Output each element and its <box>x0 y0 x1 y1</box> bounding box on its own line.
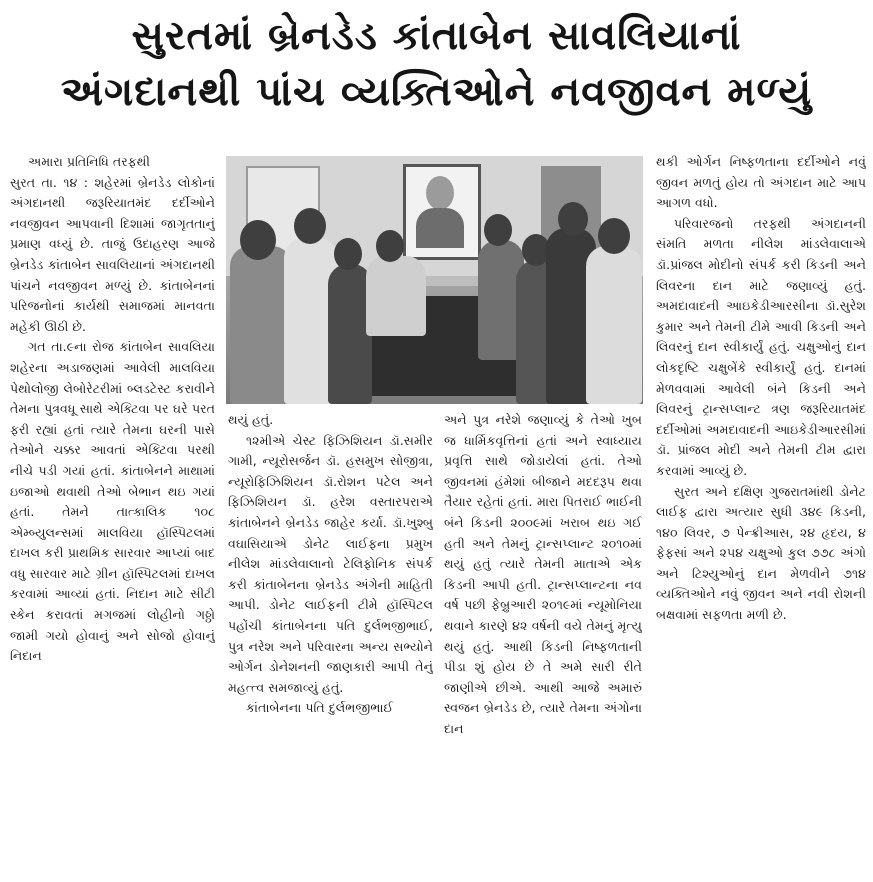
headline <box>0 8 873 120</box>
paragraph: કાંતાબેનના પતિ દુર્લભજીભાઈ <box>246 700 394 716</box>
paragraph: સુરત અને દક્ષિણ ગુજરાતમાંથી ડોનેટ લાઈફ દ્વારા અત્યાર સુધી ૩૪૯ કિડની, ૧૪૦ લિવર, ૭ પેન્ક્રીઆસ, ૨૪ હૃદય, ૪ ફેફસાં અને ૨૫૪ ચક્ષુઓ કુલ ૭૭૮ અંગો અને ટિશ્યુઓનું દાન મેળવીને ૭૧૪ વ્યક્તિઓને નવું જીવન અને નવી રોશની બક્ષવામાં સફળતા મળી છે. <box>656 483 866 623</box>
paragraph: ૧૨મીએ ચેસ્ટ ફિઝિશિયન ડૉ.સમીર ગામી, ન્યૂરોસર્જન ડૉ. હસમુખ સોજીત્રા, ન્યૂરોફિઝિશિયન ડૉ.રોશન પટેલ અને ફિઝિશિયન ડૉ. હરેશ વસ્તારપરાએ કાંતાબેનને બ્રેનડેડ જાહેર કર્યા. ડૉ.ખુશ્બુ વઘાસિયાએ ડોનેટ લાઈફના પ્રમુખ નીલેશ માંડલેવાલાનો ટેલિફોનિક સંપર્ક કરી કાંતાબેનના બ્રેનડેડ અંગેની માહિતી આપી. ડોનેટ લાઈફની ટીમે હૉસ્પિટલ પહોંચી કાંતાબેનના પતિ દુર્લભજીભાઈ, પુત્ર નરેશ અને પરિવારના અન્ય સભ્યોને ઓર્ગન ડોનેશનની જાણકારી આપી તેનું મહત્ત્વ સમજાવ્યું હતું. <box>228 432 433 695</box>
paragraph: થયું હતું. <box>228 412 274 427</box>
article-column-4 <box>656 152 866 878</box>
paragraph: ગત તા.૯ના રોજ કાંતાબેન સાવલિયા શહેરના અડાજણમાં આવેલી માલવિયા પેથોલોજી લેબોરેટરીમાં બ્લડટેસ્ટ કરાવીને તેમના પુત્રવધૂ સાથે એક્ટિવા પર ઘરે પરત ફરી રહ્યાં હતાં ત્યારે તેમના ઘરની પાસે તેઓને ચક્કર આવતાં એક્ટિવા પરથી નીચે પડી ગયાં હતાં. કાંતાબેનને માથામાં ઇજાઓ થવાથી તેઓ બેભાન થઇ ગયાં હતાં. તેમને તાત્કાલિક ૧૦૮ એમ્બ્યુલન્સમાં માલવિયા હૉસ્પિટલમાં દાખલ કરી પ્રાથમિક સારવાર આપ્યાં બાદ વધુ સારવાર માટે ગ્રીન હૉસ્પિટલમાં દાખલ કરવામાં આવ્યાં હતાં. નિદાન માટે સીટી સ્કેન કરાવતાં મગજમાં લોહીનો ગઠ્ઠો જામી ગયો હોવાનું અને સોજો હોવાનું નિદાન <box>10 339 215 664</box>
byline: અમારા પ્રતિનિધિ તરફથી <box>28 154 150 169</box>
article-column-3 <box>444 410 642 878</box>
news-photo <box>226 156 643 404</box>
paragraph: થકી ઓર્ગન નિષ્ફળતાના દર્દીઓને નવું જીવન મળતું હોય તો અંગદાન માટે આપ આગળ વધો. <box>656 154 866 211</box>
paragraph: અને પુત્ર નરેશે જણાવ્યું કે તેઓ ખુબ જ ધાર્મિકવૃત્તિનાં હતાં અને સ્વાધ્યાય પ્રવૃત્તિ સાથે જોડાયેલાં હતાં. તેઓ જીવનમાં હંમેશાં બીજાને મદદરૂપ થવા તૈયાર રહેતાં હતાં. મારા પિતરાઈ ભાઈની બંને કિડની ૨૦૦૯માં ખરાબ થઇ ગઈ હતી અને તેમનું ટ્રાન્સપ્લાન્ટ ૨૦૧૦માં થયું હતું ત્યારે તેમની માતાએ એક કિડની આપી હતી. ટ્રાન્સપ્લાન્ટના નવ વર્ષ પછી ફેબ્રુઆરી ૨૦૧૯માં ન્યૂમોનિયા થવાને કારણે ૪૨ વર્ષની વયે તેમનું મૃત્યુ થયું હતું. આથી કિડની નિષ્ફળતાની પીડા શું હોય છે તે અમે સારી રીતે જાણીએ છીએ. આથી આજે અમારું સ્વજન બ્રેનડેડ છે, ત્યારે તેમના અંગોના દાન <box>444 412 642 736</box>
paragraph: સુરત તા. ૧૪ : શહેરમાં બ્રેનડેડ લોકોનાં અંગદાનથી જરૂરિયાતમંદ દર્દીઓને નવજીવન આપવાની દિશામાં જાગૃતતાનું પ્રમાણ વધ્યું છે. તાજું ઉદાહરણ આજે બ્રેનડેડ કાંતાબેન સાવલિયાનાં અંગદાનથી પાંચને નવજીવન મળ્યું છે. કાંતાબેનનાં પરિજનોનાં કાર્યથી સમાજમાં માનવતા મહેકી ઊઠી છે. <box>10 174 215 334</box>
paragraph: પરિવારજનો તરફથી અંગદાનની સંમતિ મળતા નીલેશ માંડલેવાલાએ ડૉ.પ્રાંજલ મોદીનો સંપર્ક કરી કિડની અને લિવરના દાન માટે જણાવ્યું હતું. અમદાવાદની આઇકેડીઆરસીના ડૉ.સુરેશ કુમાર અને તેમની ટીમે આવી કિડની અને લિવરનું દાન સ્વીકાર્યું હતું. ચક્ષુઓનું દાન લોકદૃષ્ટિ ચક્ષુબેંકે સ્વીકાર્યું હતું. દાનમાં મેળવવામાં આવેલી બંને કિડની અને લિવરનું ટ્રાન્સપ્લાન્ટ ત્રણ જરૂરિયાતમંદ દર્દીઓમાં અમદાવાદની આઇકેડીઆરસીમાં ડૉ. પ્રાંજલ મોદી અને તેમની ટીમ દ્વારા કરવામાં આવ્યું છે. <box>656 215 866 478</box>
article-column-1 <box>10 152 215 878</box>
headline-line-2: અંગદાનથી પાંચ વ્યક્તિઓને નવજીવન મળ્યું <box>60 69 813 115</box>
headline-line-1: સુરતમાં બ્રેનડેડ કાંતાબેન સાવલિયાનાં <box>131 13 742 59</box>
article-column-2 <box>228 410 433 878</box>
